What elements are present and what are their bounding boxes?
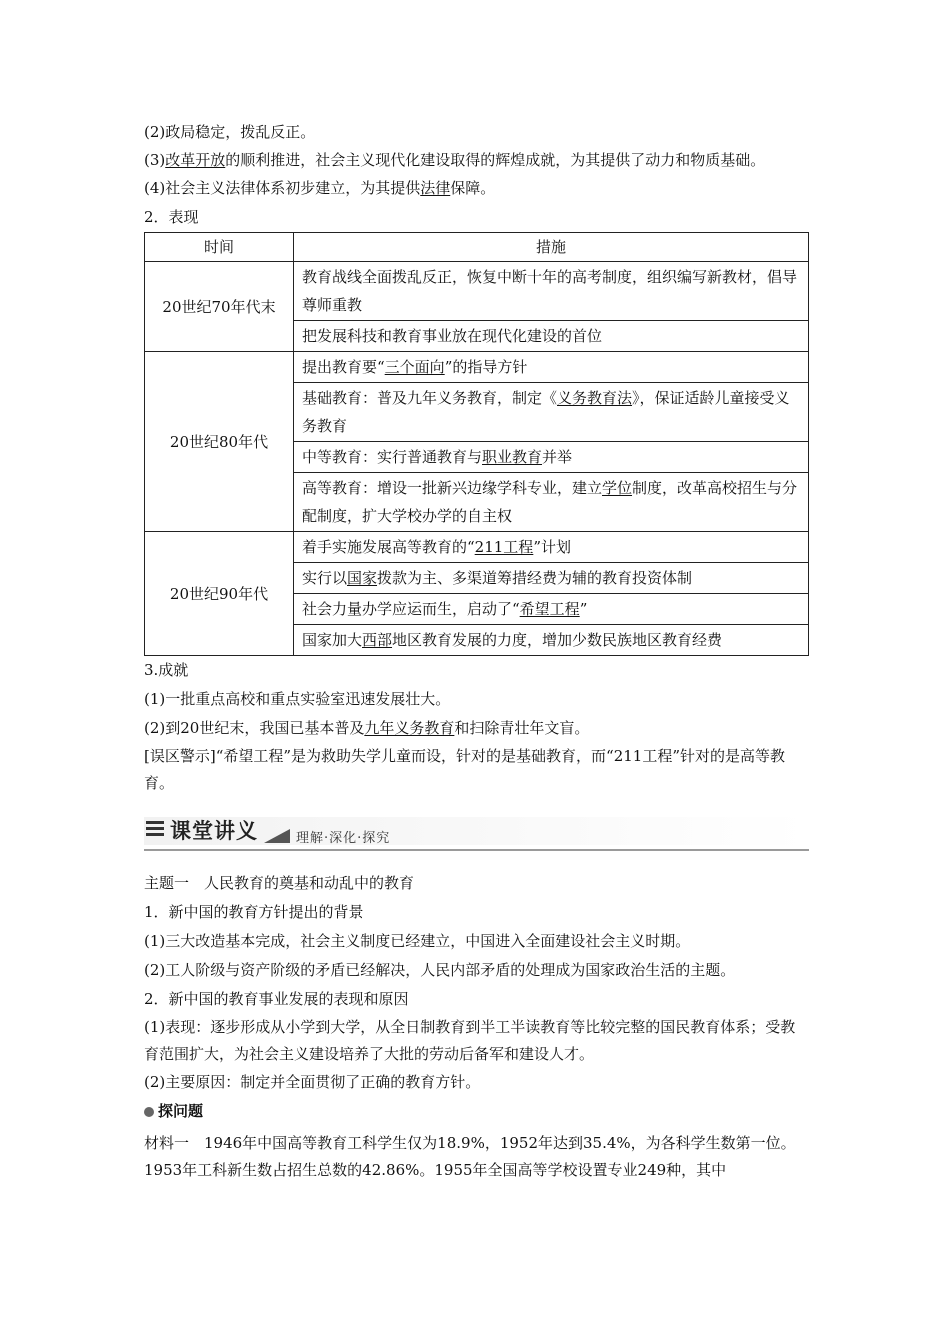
underlined-term: 职业教育 — [482, 448, 543, 466]
document-page — [144, 118, 809, 1184]
section-heading: 2．表现 — [144, 208, 199, 226]
measure-cell: 教育战线全面拨乱反正，恢复中断十年的高考制度，组织编写新教材，倡导尊师重教 — [294, 262, 809, 321]
measure-cell: 高等教育：增设一批新兴边缘学科专业，建立学位制度，改革高校招生与分配制度，扩大学校办学的自主权 — [294, 473, 809, 532]
paragraph: (1)三大改造基本完成，社会主义制度已经建立，中国进入全面建设社会主义时期。 — [144, 932, 691, 950]
measure-cell: 实行以国家拨款为主、多渠道筹措经费为辅的教育投资体制 — [294, 563, 809, 594]
time-cell: 20世纪90年代 — [145, 532, 294, 656]
underlined-term: 三个面向 — [384, 358, 445, 376]
table-header-row — [145, 233, 809, 262]
underlined-term: 改革开放 — [165, 151, 226, 169]
paragraph: (1)表现：逐步形成从小学到大学，从全日制教育到半工半读教育等比较完整的国民教育体系；受教育范围扩大，为社会主义建设培养了大批的劳动后备军和建设人才。 — [144, 1018, 796, 1063]
paragraph: (2)政局稳定，拨乱反正。 — [144, 123, 316, 141]
paragraph: (2)工人阶级与资产阶级的矛盾已经解决，人民内部矛盾的处理成为国家政治生活的主题。 — [144, 961, 736, 979]
measure-cell: 基础教育：普及九年义务教育，制定《义务教育法》，保证适龄儿童接受义务教育 — [294, 383, 809, 442]
time-cell: 20世纪70年代末 — [145, 262, 294, 352]
underlined-term: 西部 — [362, 631, 393, 649]
measures-table — [144, 232, 809, 656]
table-header-measure: 措施 — [294, 233, 809, 262]
underlined-term: 学位 — [602, 479, 633, 497]
measure-cell: 把发展科技和教育事业放在现代化建设的首位 — [294, 321, 809, 352]
material-paragraph: 材料一 1946年中国高等教育工科学生仅为18.9%，1952年达到35.4%，为各科学生数第一位。1953年工科新生数占招生总数的42.86%。1955年全国高等学校设置专业249种，其中 — [144, 1134, 796, 1179]
paragraph: (3)改革开放的顺利推进，社会主义现代化建设取得的辉煌成就，为其提供了动力和物质基础。 — [144, 151, 766, 169]
section-heading: 2．新中国的教育事业发展的表现和原因 — [144, 990, 409, 1008]
measure-cell: 国家加大西部地区教育发展的力度，增加少数民族地区教育经费 — [294, 625, 809, 656]
stripes-icon — [146, 821, 164, 841]
table-row — [145, 262, 809, 321]
underlined-term: 义务教育法 — [557, 389, 633, 407]
warning-note: [误区警示]“希望工程”是为救助失学儿童而设，针对的是基础教育，而“211工程”针对的是高等教育。 — [144, 747, 786, 792]
table-row — [145, 352, 809, 383]
explore-heading: 探问题 — [144, 1097, 809, 1126]
measure-cell: 中等教育：实行普通教育与职业教育并举 — [294, 442, 809, 473]
measure-cell: 提出教育要“三个面向”的指导方针 — [294, 352, 809, 383]
banner-divider — [144, 849, 809, 851]
paragraph: (1)一批重点高校和重点实验室迅速发展壮大。 — [144, 690, 451, 708]
banner-subtitle: 理解·深化·探究 — [296, 831, 391, 846]
underlined-term: 希望工程 — [519, 600, 580, 618]
bullet-icon — [144, 1107, 154, 1117]
paragraph: (2)到20世纪末，我国已基本普及九年义务教育和扫除青壮年文盲。 — [144, 719, 590, 737]
paragraph: (2)主要原因：制定并全面贯彻了正确的教育方针。 — [144, 1073, 481, 1091]
underlined-term: 九年义务教育 — [364, 719, 455, 737]
paragraph: (4)社会主义法律体系初步建立，为其提供法律保障。 — [144, 179, 496, 197]
table-header-time: 时间 — [145, 233, 294, 262]
table-row — [145, 532, 809, 563]
measure-cell: 着手实施发展高等教育的“211工程”计划 — [294, 532, 809, 563]
underlined-term: 211工程 — [474, 538, 534, 556]
triangle-icon — [264, 829, 290, 843]
underlined-term: 法律 — [420, 179, 451, 197]
time-cell: 20世纪80年代 — [145, 352, 294, 532]
topic-heading: 主题一 人民教育的奠基和动乱中的教育 — [144, 874, 415, 892]
section-heading: 1．新中国的教育方针提出的背景 — [144, 903, 364, 921]
section-banner — [144, 809, 809, 849]
underlined-term: 国家 — [347, 569, 378, 587]
measure-cell: 社会力量办学应运而生，启动了“希望工程” — [294, 594, 809, 625]
banner-title: 课堂讲义 — [170, 819, 258, 843]
section-heading: 3.成就 — [144, 661, 189, 679]
